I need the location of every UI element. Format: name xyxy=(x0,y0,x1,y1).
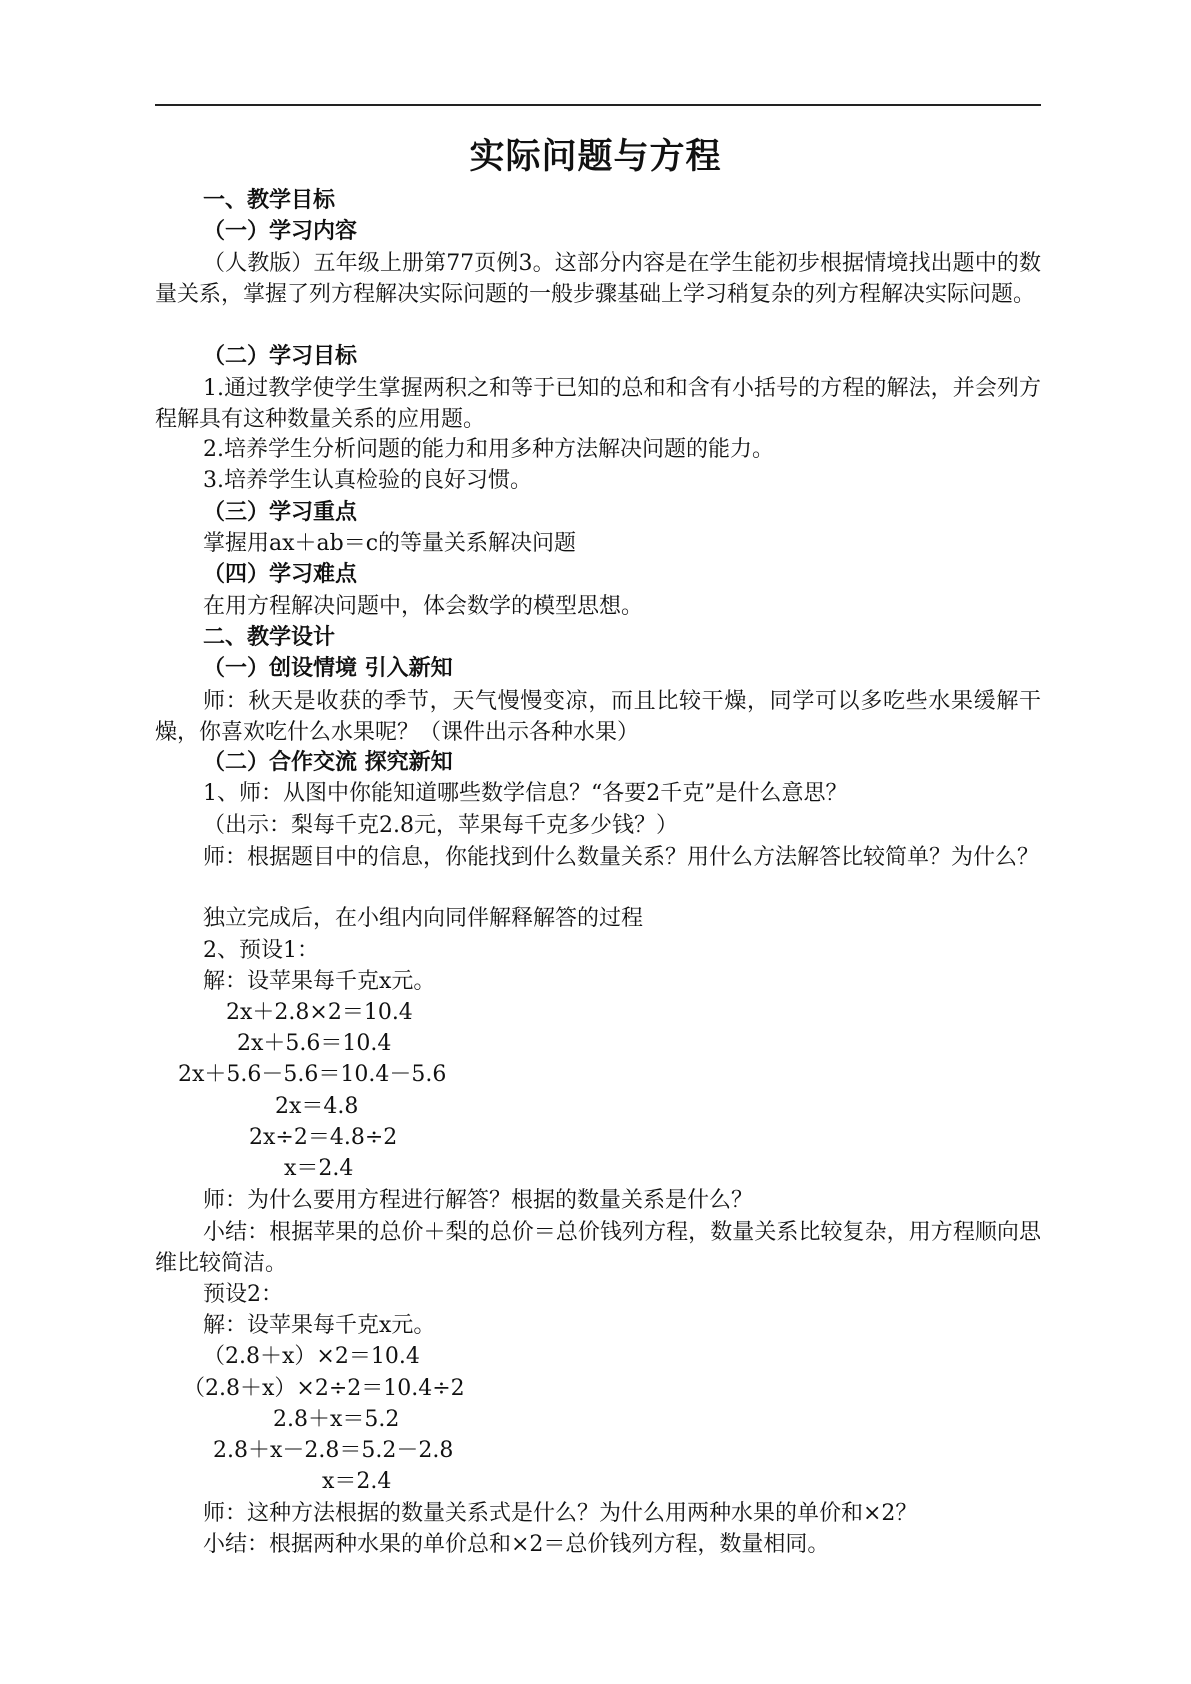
paragraph-scenario: 师：秋天是收获的季节，天气慢慢变凉，而且比较干燥，同学可以多吃些水果缓解干燥，你喜欢吃什么水果呢？（课件出示各种水果） xyxy=(155,689,1041,745)
key-point-text: 掌握用ax＋ab＝c的等量关系解决问题 xyxy=(203,531,577,556)
paragraph-content: （人教版）五年级上册第77页例3。这部分内容是在学生能初步根据情境找出题中的数量关系，掌握了列方程解决实际问题的一般步骤基础上学习稍复杂的列方程解决实际问题。 xyxy=(155,251,1041,307)
solution-2-setup: 解：设苹果每千克x元。 xyxy=(203,1313,436,1338)
equation-2-step-2: （2.8＋x）×2÷2＝10.4÷2 xyxy=(183,1376,465,1401)
subheading-scenario: （一）创设情境 引入新知 xyxy=(203,656,453,681)
equation-1-step-1: 2x＋2.8×2＝10.4 xyxy=(226,1000,413,1025)
question-why-equation: 师：为什么要用方程进行解答？根据的数量关系是什么？ xyxy=(203,1188,754,1213)
question-display: （出示：梨每千克2.8元，苹果每千克多少钱？） xyxy=(203,813,678,838)
question-method: 师：这种方法根据的数量关系式是什么？为什么用两种水果的单价和×2？ xyxy=(203,1501,918,1526)
paragraph-question: 师：根据题目中的信息，你能找到什么数量关系？用什么方法解答比较简单？为什么？ xyxy=(203,845,1040,870)
summary-1: 小结：根据苹果的总价＋梨的总价＝总价钱列方程，数量关系比较复杂，用方程顺向思维比较简洁。 xyxy=(155,1220,1041,1276)
equation-1-step-4: 2x＝4.8 xyxy=(275,1094,359,1119)
subheading-difficulty: （四）学习难点 xyxy=(203,562,358,587)
header-rule xyxy=(155,104,1041,106)
equation-2-step-3: 2.8＋x＝5.2 xyxy=(273,1407,400,1432)
equation-1-step-6: x＝2.4 xyxy=(284,1156,354,1181)
equation-2-step-5: x＝2.4 xyxy=(322,1469,392,1494)
preset-1-label: 2、预设1： xyxy=(203,938,319,963)
instruction-text: 独立完成后，在小组内向同伴解释解答的过程 xyxy=(203,906,644,931)
section-heading-design: 二、教学设计 xyxy=(203,625,336,650)
page-title: 实际问题与方程 xyxy=(469,137,722,177)
section-heading-objectives: 一、教学目标 xyxy=(203,188,336,213)
equation-1-step-2: 2x＋5.6＝10.4 xyxy=(237,1031,392,1056)
equation-1-step-5: 2x÷2＝4.8÷2 xyxy=(249,1125,398,1150)
subheading-objectives: （二）学习目标 xyxy=(203,344,358,369)
difficulty-text: 在用方程解决问题中，体会数学的模型思想。 xyxy=(203,594,644,619)
solution-1-setup: 解：设苹果每千克x元。 xyxy=(203,969,436,994)
subheading-content: （一）学习内容 xyxy=(203,219,358,244)
preset-2-label: 预设2： xyxy=(203,1282,283,1307)
subheading-cooperation: （二）合作交流 探究新知 xyxy=(203,750,453,775)
objective-1: 1.通过教学使学生掌握两积之和等于已知的总和和含有小括号的方程的解法，并会列方程解具有这种数量关系的应用题。 xyxy=(155,376,1041,432)
summary-2: 小结：根据两种水果的单价总和×2＝总价钱列方程，数量相同。 xyxy=(203,1532,830,1557)
subheading-key-point: （三）学习重点 xyxy=(203,500,358,525)
equation-1-step-3: 2x＋5.6－5.6＝10.4－5.6 xyxy=(178,1062,447,1087)
question-1: 1、师：从图中你能知道哪些数学信息？“各要2千克”是什么意思？ xyxy=(203,781,848,806)
equation-2-step-1: （2.8＋x）×2＝10.4 xyxy=(203,1344,420,1369)
objective-3: 3.培养学生认真检验的良好习惯。 xyxy=(203,468,532,493)
objective-2: 2.培养学生分析问题的能力和用多种方法解决问题的能力。 xyxy=(203,437,774,462)
equation-2-step-4: 2.8＋x－2.8＝5.2－2.8 xyxy=(213,1438,454,1463)
